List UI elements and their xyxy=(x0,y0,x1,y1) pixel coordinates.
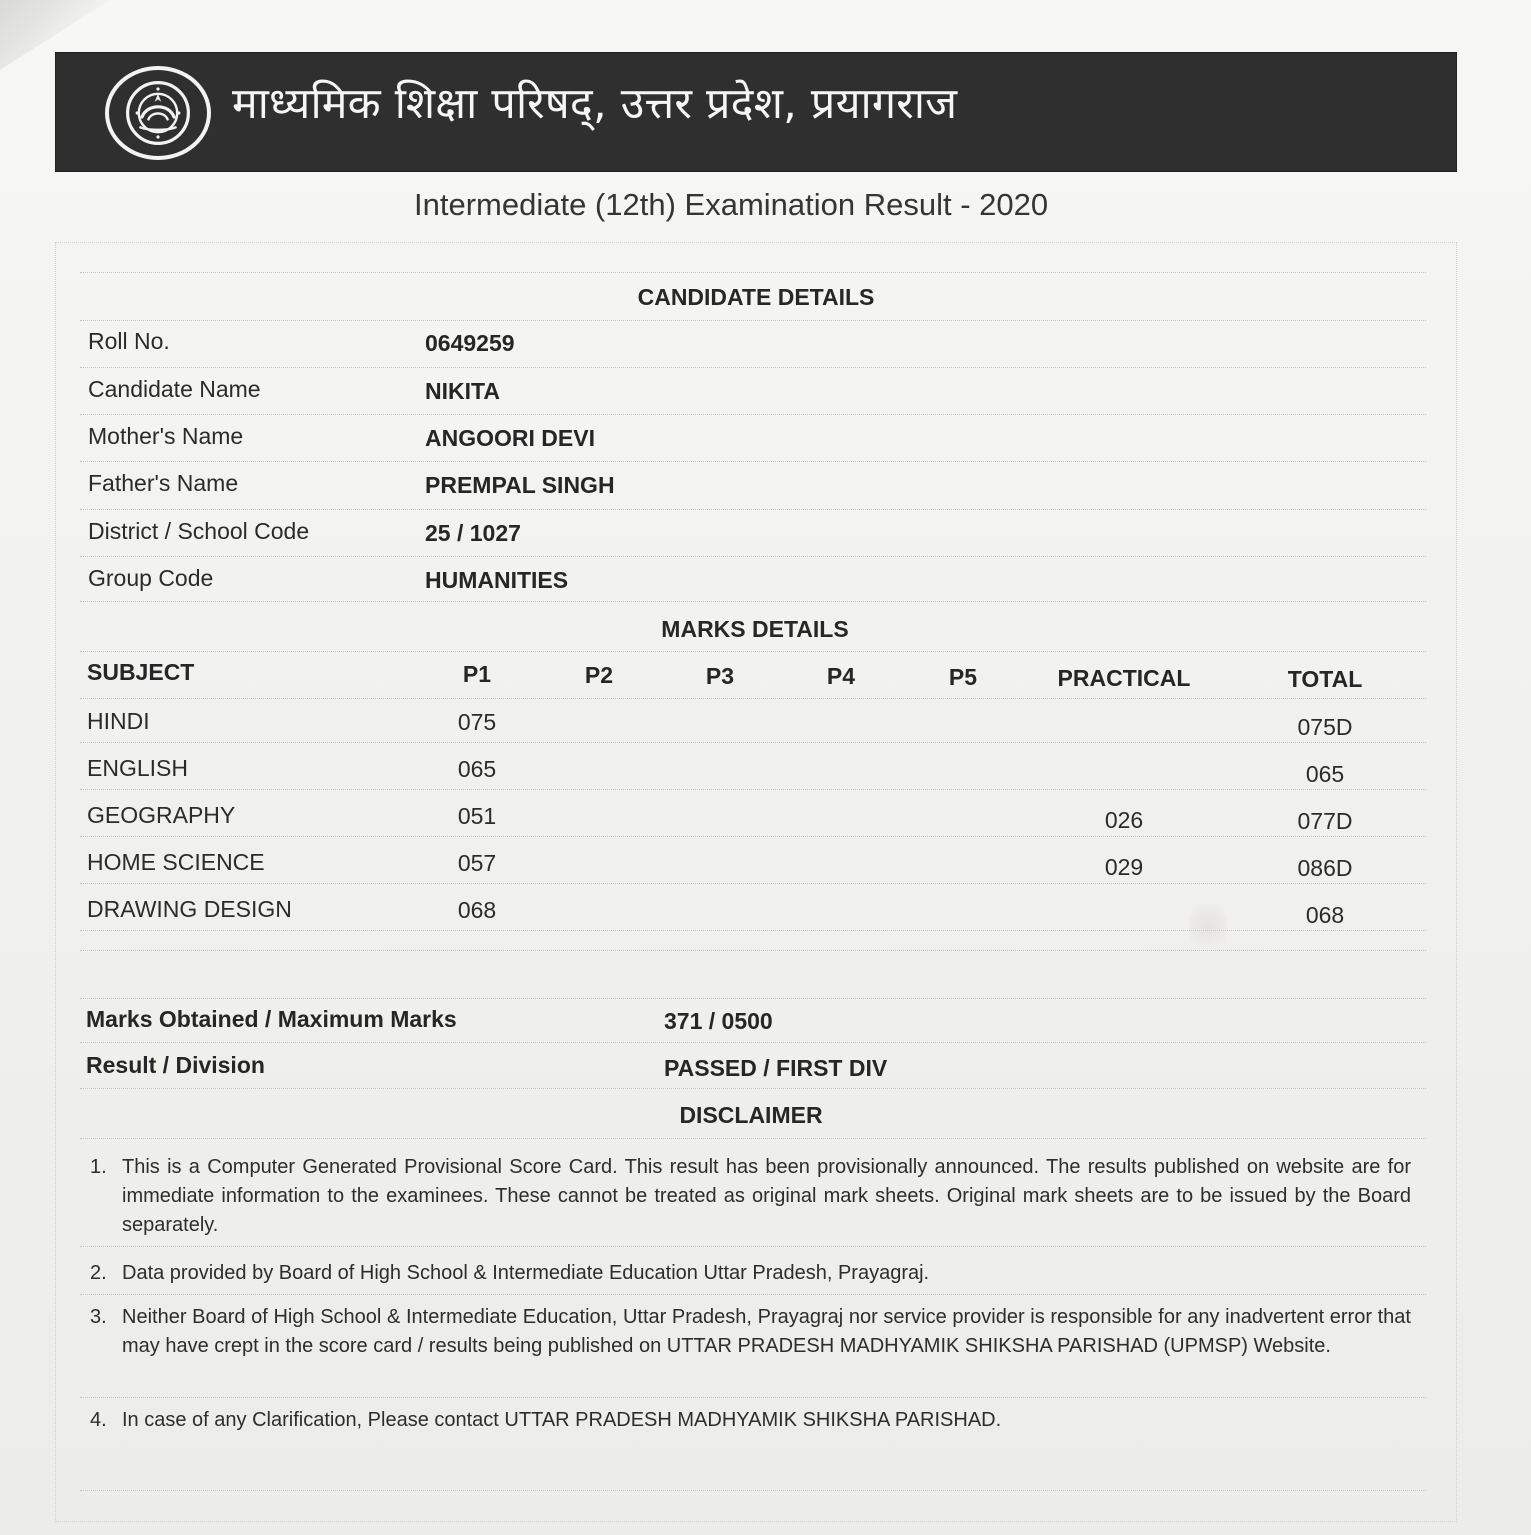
table-row-subject-home-science: HOME SCIENCE xyxy=(87,849,265,875)
divider-table-bottom xyxy=(80,950,1426,951)
divider-roll xyxy=(80,367,1426,368)
table-row-p1-english: 065 xyxy=(457,756,497,782)
exam-title: Intermediate (12th) Examination Result - 2020 xyxy=(414,187,1049,222)
table-row-subject-geography: GEOGRAPHY xyxy=(87,802,236,828)
divider-marks-summary xyxy=(80,1042,1426,1043)
table-row-subject-drawing-design: DRAWING DESIGN xyxy=(87,896,292,922)
divider-top xyxy=(80,272,1426,273)
disclaimer-number-2: 2. xyxy=(90,1262,107,1284)
result-division-label: Result / Division xyxy=(86,1052,265,1078)
divider-disclaimer-1 xyxy=(80,1246,1426,1247)
divider-result-summary xyxy=(80,1088,1426,1089)
disclaimer-item-3 xyxy=(90,1303,1411,1361)
candidate-value-name: NIKITA xyxy=(425,378,500,404)
table-row-p1-hindi: 075 xyxy=(457,709,497,735)
column-header-p4: P4 xyxy=(826,663,856,689)
result-division-value: PASSED / FIRST DIV xyxy=(664,1055,888,1081)
disclaimer-number-4: 4. xyxy=(90,1409,107,1431)
disclaimer-title: DISCLAIMER xyxy=(679,1102,823,1128)
candidate-label-name: Candidate Name xyxy=(88,376,261,402)
table-row-subject-english: ENGLISH xyxy=(87,755,188,781)
candidate-value-district: 25 / 1027 xyxy=(425,520,521,546)
disclaimer-text-3: Neither Board of High School & Intermediate Education, Uttar Pradesh, Prayagraj nor service provider is responsible for any inadvertent error that may have crept in the score card / results being published on UTTAR PRADESH MADHYAMIK SHIKSHA PARISHAD (UPMSP) Website. xyxy=(122,1306,1411,1357)
marks-obtained-value: 371 / 0500 xyxy=(664,1008,773,1034)
divider-row-4 xyxy=(80,883,1426,884)
table-row-total-english: 065 xyxy=(1305,761,1345,787)
disclaimer-number-3: 3. xyxy=(90,1306,107,1328)
column-header-p1: P1 xyxy=(462,661,492,687)
table-row-total-geography: 077D xyxy=(1297,808,1353,834)
candidate-label-mother: Mother's Name xyxy=(88,423,244,449)
candidate-value-mother: ANGOORI DEVI xyxy=(425,425,595,451)
paper-smudge xyxy=(1188,900,1228,952)
candidate-value-group: HUMANITIES xyxy=(425,567,569,593)
disclaimer-text-4: In case of any Clarification, Please contact UTTAR PRADESH MADHYAMIK SHIKSHA PARISHAD. xyxy=(122,1409,1002,1431)
candidate-label-roll: Roll No. xyxy=(88,328,170,354)
disclaimer-item-1 xyxy=(90,1153,1411,1240)
table-row-total-home-science: 086D xyxy=(1297,855,1353,881)
disclaimer-item-2 xyxy=(90,1259,1411,1288)
column-header-p5: P5 xyxy=(948,664,978,690)
candidate-value-father: PREMPAL SINGH xyxy=(425,472,615,498)
up-emblem-icon xyxy=(105,66,211,160)
divider-father xyxy=(80,509,1426,510)
divider-group xyxy=(80,601,1426,602)
table-row-p1-drawing-design: 068 xyxy=(457,897,497,923)
candidate-value-roll: 0649259 xyxy=(425,330,515,356)
candidate-label-district: District / School Code xyxy=(88,518,310,544)
table-row-practical-geography: 026 xyxy=(1104,807,1144,833)
column-header-subject: SUBJECT xyxy=(87,659,195,685)
table-row-p1-geography: 051 xyxy=(457,803,497,829)
candidate-details-title: CANDIDATE DETAILS xyxy=(637,284,875,310)
divider-table-head xyxy=(80,698,1426,699)
candidate-label-group: Group Code xyxy=(88,565,214,591)
divider-row-1 xyxy=(80,742,1426,743)
disclaimer-text-1: This is a Computer Generated Provisional Score Card. This result has been provisionally announced. The results published on website are for immediate information to the examinees. These cannot be treated as original mark sheets. Original mark sheets are to be issued by the Board separately. xyxy=(122,1156,1411,1236)
divider-marks-header xyxy=(80,651,1426,652)
divider-row-3 xyxy=(80,836,1426,837)
up-emblem-icon-graphic xyxy=(112,73,204,153)
disclaimer-number-1: 1. xyxy=(90,1156,107,1178)
column-header-practical: PRACTICAL xyxy=(1057,665,1191,691)
divider-candidate-header xyxy=(80,320,1426,321)
divider-disclaimer-2 xyxy=(80,1294,1426,1295)
divider-district xyxy=(80,556,1426,557)
table-row-practical-home-science: 029 xyxy=(1104,854,1144,880)
table-row-total-drawing-design: 068 xyxy=(1305,902,1345,928)
table-row-total-hindi: 075D xyxy=(1297,714,1353,740)
divider-name xyxy=(80,414,1426,415)
table-row-subject-hindi: HINDI xyxy=(87,708,150,734)
disclaimer-text-2: Data provided by Board of High School & Intermediate Education Uttar Pradesh, Prayagraj. xyxy=(122,1262,930,1284)
candidate-label-father: Father's Name xyxy=(88,470,239,496)
column-header-p2: P2 xyxy=(584,662,614,688)
divider-row-2 xyxy=(80,789,1426,790)
marks-details-title: MARKS DETAILS xyxy=(661,616,849,642)
board-name-hindi: माध्यमिक शिक्षा परिषद्, उत्तर प्रदेश, प्रयागराज xyxy=(232,79,958,129)
column-header-p3: P3 xyxy=(705,663,735,689)
divider-mother xyxy=(80,461,1426,462)
marks-obtained-label: Marks Obtained / Maximum Marks xyxy=(86,1006,457,1032)
column-header-total: TOTAL xyxy=(1287,666,1363,692)
disclaimer-item-4 xyxy=(90,1406,1411,1435)
divider-summary-top xyxy=(80,998,1426,999)
divider-disclaimer-3 xyxy=(80,1397,1426,1398)
divider-disclaimer-header xyxy=(80,1138,1426,1139)
divider-bottom xyxy=(80,1490,1426,1491)
table-row-p1-home-science: 057 xyxy=(457,850,497,876)
